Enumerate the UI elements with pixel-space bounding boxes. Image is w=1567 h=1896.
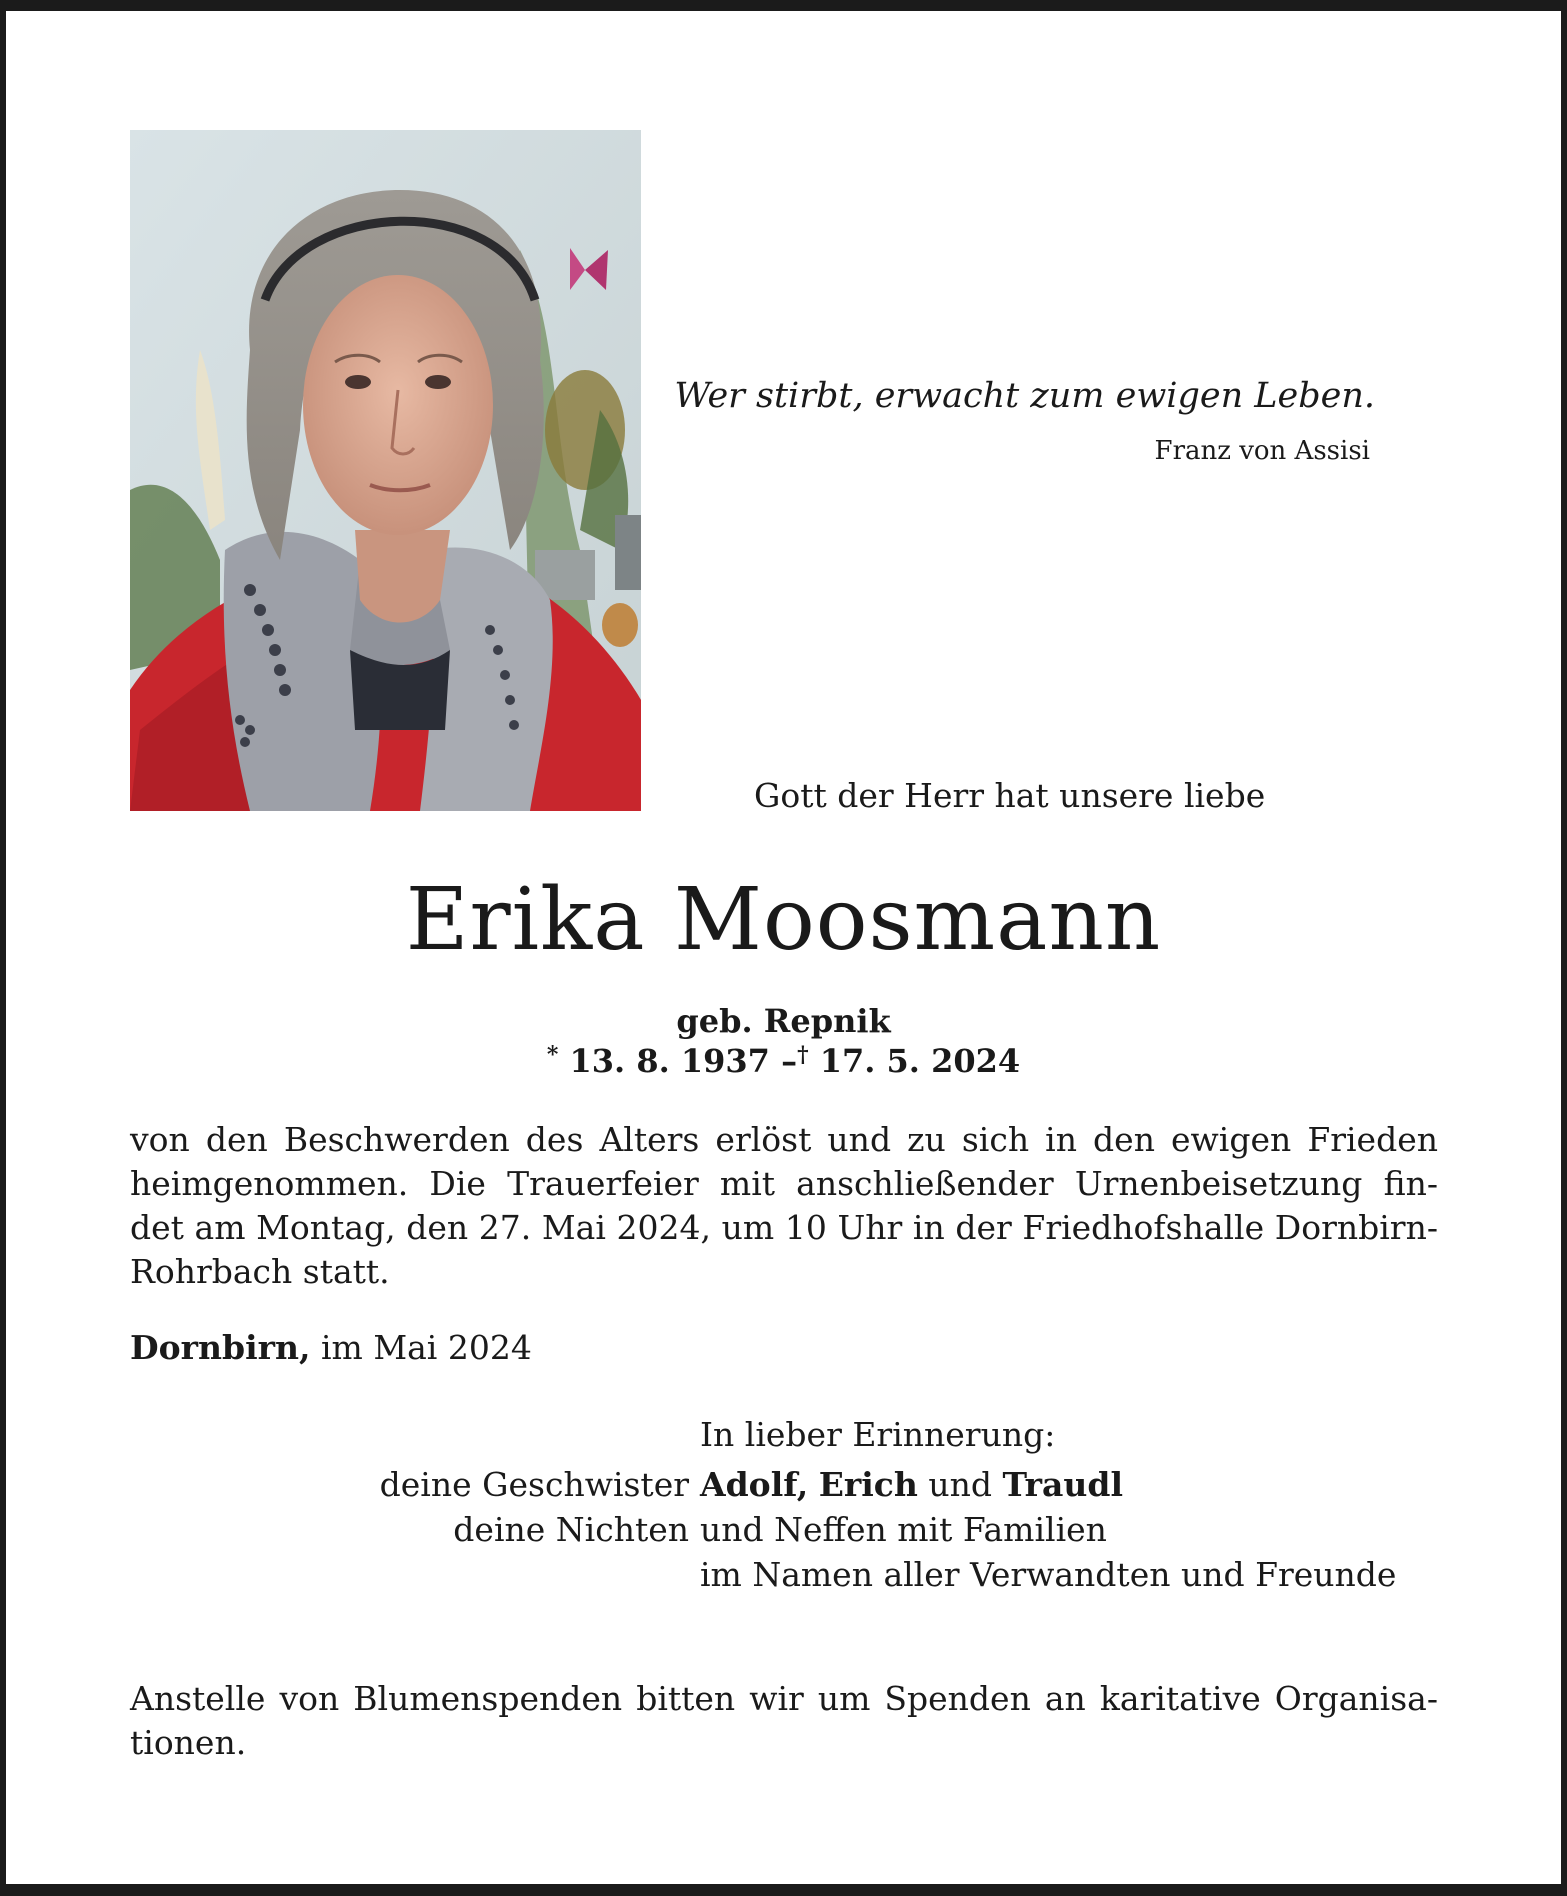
place-date-text: im Mai 2024 bbox=[321, 1328, 532, 1367]
text-line: Anstelle von Blumenspenden bitten wir um Spenden an karitative Organisa- bbox=[130, 1679, 1438, 1718]
text-line: Rohrbach statt. bbox=[130, 1252, 390, 1291]
birth-date: 13. 8. 1937 bbox=[569, 1042, 770, 1080]
text-line: tionen. bbox=[130, 1723, 247, 1762]
quote-text: Wer stirbt, erwacht zum ewigen Leben. bbox=[674, 376, 1375, 416]
text-line: von den Beschwerden des Alters erlöst und zu sich in den ewigen Frieden bbox=[130, 1120, 1438, 1159]
death-date: 17. 5. 2024 bbox=[819, 1042, 1021, 1080]
siblings-label: deine Geschwister bbox=[379, 1465, 689, 1504]
memory-heading: In lieber Erinnerung: bbox=[700, 1415, 1056, 1454]
siblings-and: und bbox=[928, 1465, 992, 1504]
portrait-photo bbox=[130, 130, 641, 811]
nieces-label: deine Nichten bbox=[453, 1510, 689, 1549]
place-city: Dornbirn, bbox=[130, 1328, 311, 1367]
maiden-name: geb. Repnik bbox=[676, 1002, 891, 1040]
text-line: heimgenommen. Die Trauerfeier mit anschließender Urnenbeisetzung fin- bbox=[130, 1164, 1438, 1203]
life-dates bbox=[0, 1040, 1567, 1082]
sibling-name: Adolf, bbox=[700, 1465, 809, 1504]
announcement-text bbox=[130, 1118, 1438, 1294]
deceased-name: Erika Moosmann bbox=[405, 870, 1162, 970]
text-line: det am Montag, den 27. Mai 2024, um 10 Uhr in der Friedhofshalle Dornbirn- bbox=[130, 1208, 1438, 1247]
birth-symbol: * bbox=[546, 1042, 559, 1068]
sibling-name: Traudl bbox=[1002, 1465, 1124, 1504]
death-symbol: † bbox=[797, 1042, 809, 1068]
date-dash: – bbox=[781, 1042, 798, 1080]
donation-note bbox=[130, 1677, 1438, 1765]
quote-author: Franz von Assisi bbox=[1154, 436, 1370, 466]
place-date bbox=[130, 1326, 532, 1370]
relatives-text: im Namen aller Verwandten und Freunde bbox=[700, 1555, 1397, 1594]
intro-text: Gott der Herr hat unsere liebe bbox=[754, 776, 1266, 815]
sibling-name: Erich bbox=[818, 1465, 918, 1504]
siblings-names bbox=[700, 1463, 1123, 1507]
nieces-text: und Neffen mit Familien bbox=[700, 1510, 1107, 1549]
